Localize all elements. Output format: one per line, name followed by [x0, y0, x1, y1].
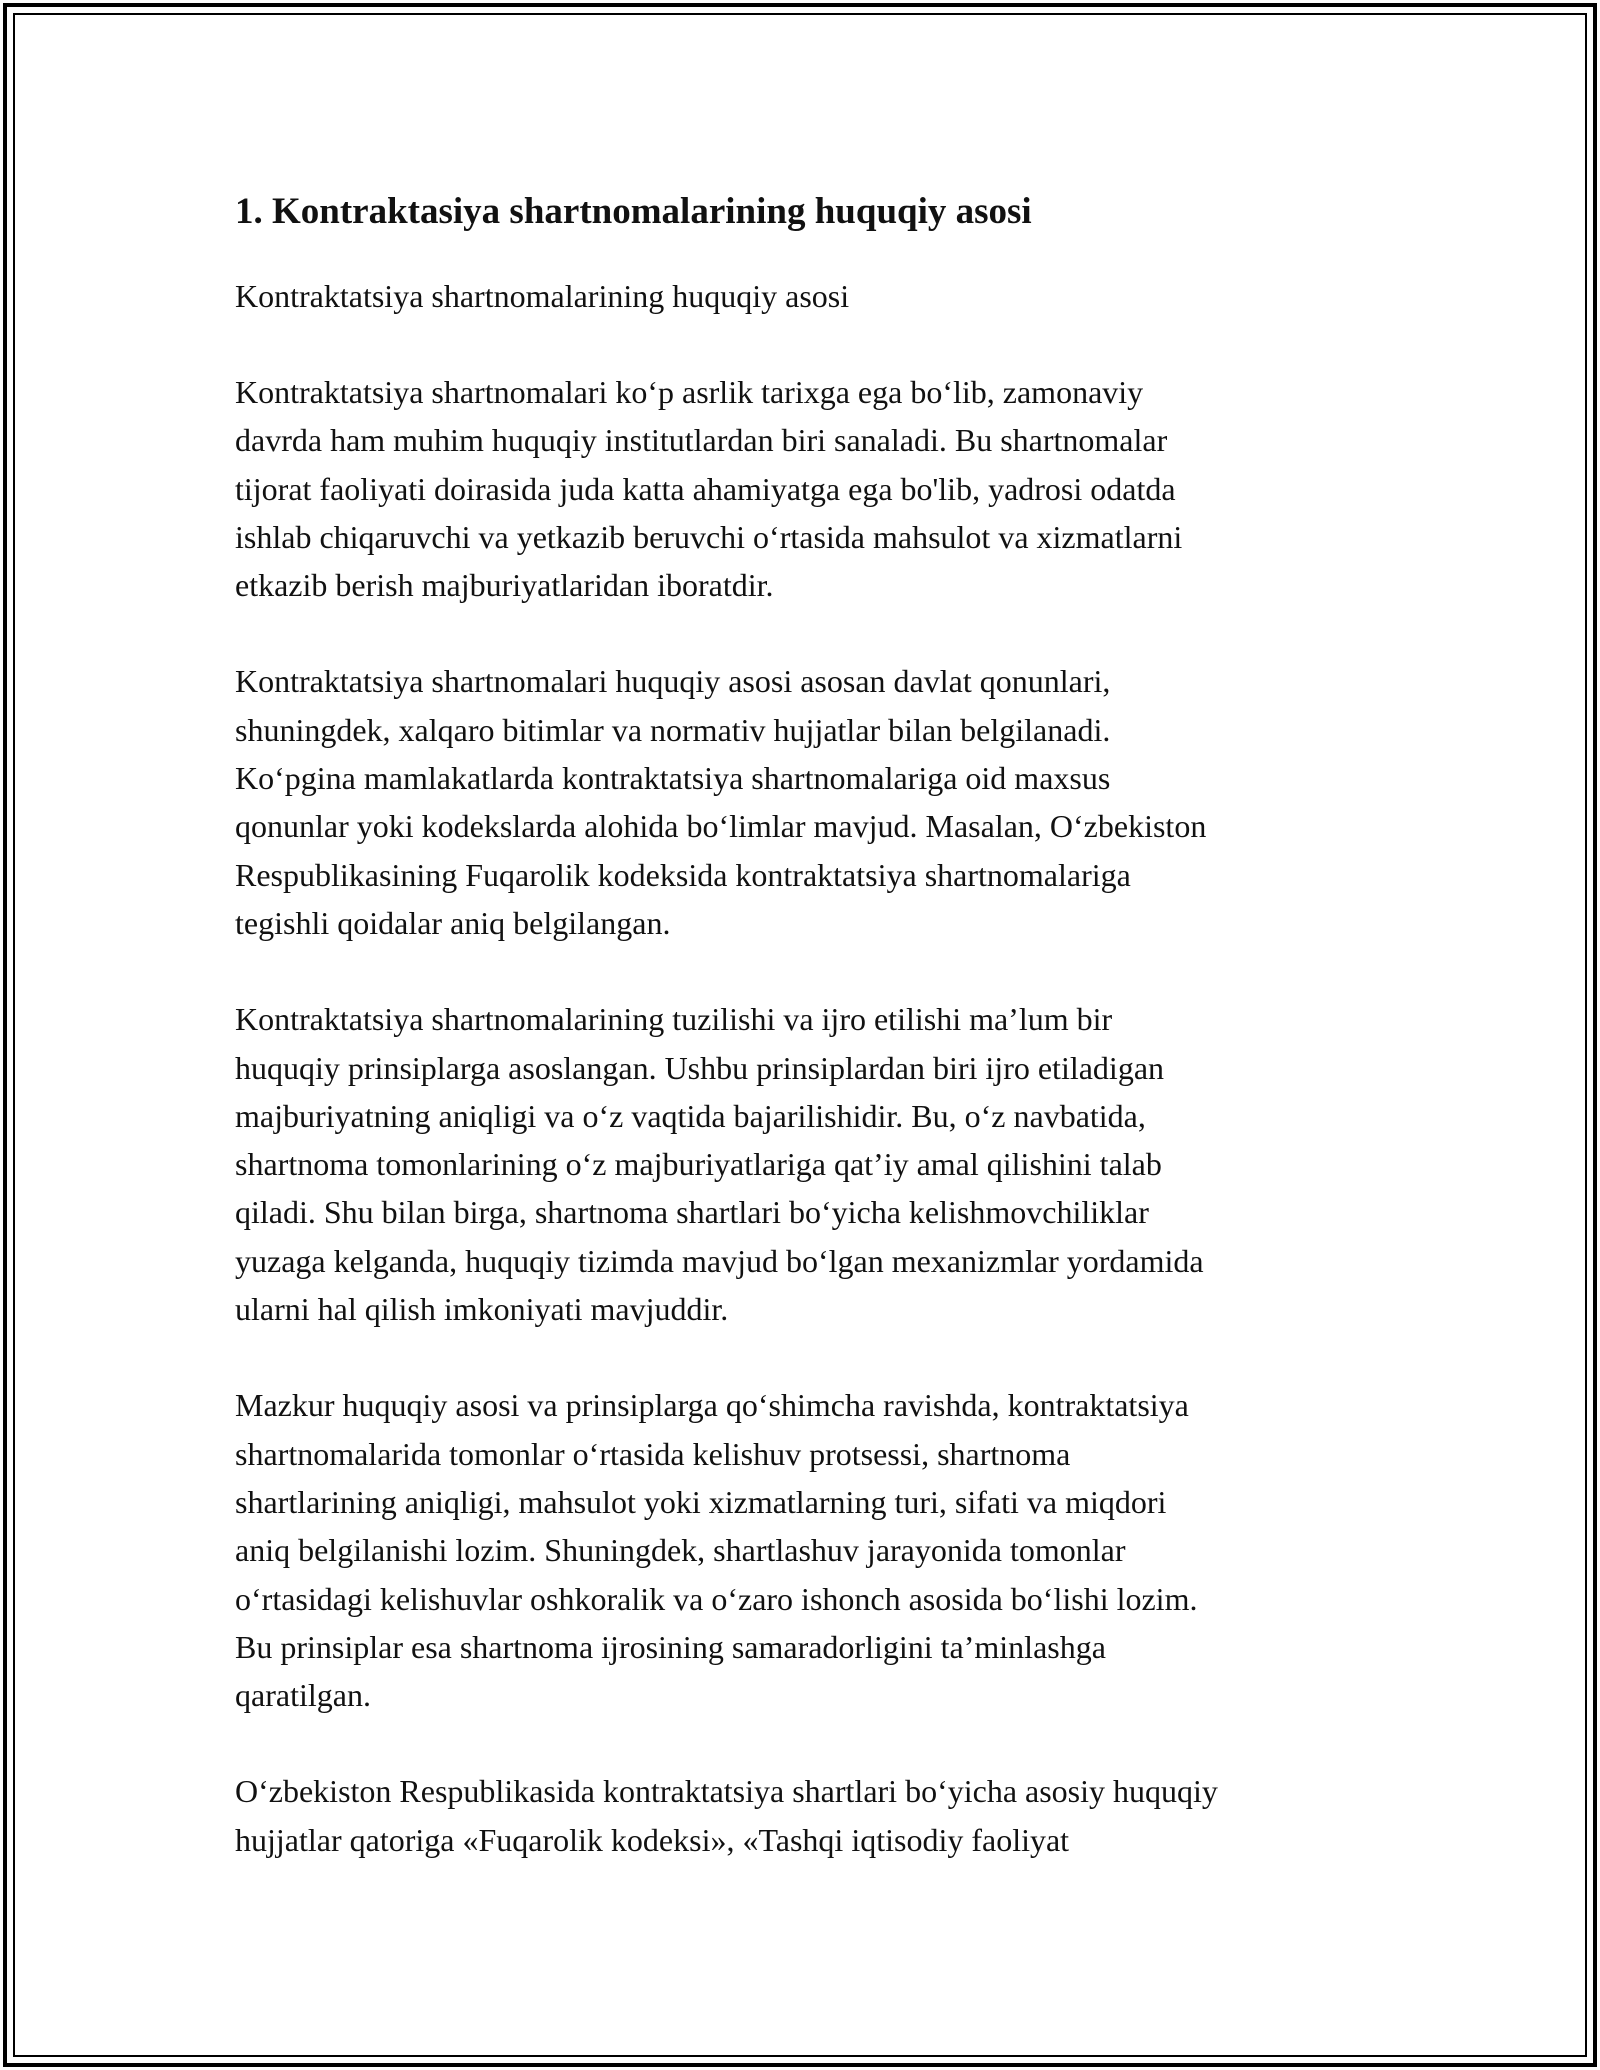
- text-line: majburiyatning aniqligi va oʻz vaqtida bajarilishidir. Bu, oʻz navbatida,: [235, 1097, 1146, 1134]
- document-subtitle: Kontraktatsiya shartnomalarining huquqiy asosi: [235, 278, 850, 314]
- text-line: yuzaga kelganda, huquqiy tizimda mavjud boʻlgan mexanizmlar yordamida: [235, 1242, 1204, 1279]
- text-line: oʻrtasidagi kelishuvlar oshkoralik va oʻzaro ishonch asosida boʻlishi lozim.: [235, 1580, 1198, 1617]
- text-line: shartlarining aniqligi, mahsulot yoki xizmatlarning turi, sifati va miqdori: [235, 1483, 1167, 1520]
- document-body: [235, 186, 1375, 1912]
- text-line: tegishli qoidalar aniq belgilangan.: [235, 904, 671, 941]
- text-line: ularni hal qilish imkoniyati mavjuddir.: [235, 1291, 729, 1328]
- text-line: Koʻpgina mamlakatlarda kontraktatsiya shartnomalariga oid maxsus: [235, 760, 1111, 797]
- text-line: etkazib berish majburiyatlaridan iboratdir.: [235, 567, 774, 604]
- paragraph: [235, 1381, 1375, 1719]
- text-line: Bu prinsiplar esa shartnoma ijrosining samaradorligini taʼminlashga: [235, 1628, 1106, 1665]
- text-line: huquqiy prinsiplarga asoslangan. Ushbu prinsiplardan biri ijro etiladigan: [235, 1049, 1165, 1086]
- text-line: Kontraktatsiya shartnomalari koʻp asrlik tarixga ega boʻlib, zamonaviy: [235, 374, 1144, 410]
- text-line: shartnomalarida tomonlar oʻrtasida kelishuv protsessi, shartnoma: [235, 1435, 1071, 1472]
- text-line: Oʻzbekiston Respublikasida kontraktatsiya shartlari boʻyicha asosiy huquqiy: [235, 1773, 1218, 1810]
- text-line: hujjatlar qatoriga «Fuqarolik kodeksi», «Tashqi iqtisodiy faoliyat: [235, 1821, 1070, 1858]
- text-line: qiladi. Shu bilan birga, shartnoma shartlari boʻyicha kelishmovchiliklar: [235, 1194, 1149, 1231]
- document-title: 1. Kontraktasiya shartnomalarining huquqiy asosi: [235, 191, 1032, 232]
- text-line: shuningdek, xalqaro bitimlar va normativ hujjatlar bilan belgilanadi.: [235, 711, 1111, 748]
- text-line: Respublikasining Fuqarolik kodeksida kontraktatsiya shartnomalariga: [235, 856, 1131, 893]
- text-line: Mazkur huquqiy asosi va prinsiplarga qoʻshimcha ravishda, kontraktatsiya: [235, 1387, 1189, 1424]
- text-line: davrda ham muhim huquqiy institutlardan biri sanaladi. Bu shartnomalar: [235, 422, 1168, 459]
- text-line: tijorat faoliyati doirasida juda katta ahamiyatga ega bo'lib, yadrosi odatda: [235, 470, 1176, 507]
- text-line: qaratilgan.: [235, 1677, 371, 1714]
- text-line: Kontraktatsiya shartnomalari huquqiy asosi asosan davlat qonunlari,: [235, 663, 1111, 700]
- text-line: ishlab chiqaruvchi va yetkazib beruvchi oʻrtasida mahsulot va xizmatlarni: [235, 518, 1183, 555]
- text-line: Kontraktatsiya shartnomalarining tuzilishi va ijro etilishi maʼlum bir: [235, 1001, 1113, 1038]
- text-line: aniq belgilanishi lozim. Shuningdek, shartlashuv jarayonida tomonlar: [235, 1532, 1126, 1569]
- text-line: shartnoma tomonlarining oʻz majburiyatlariga qatʼiy amal qilishini talab: [235, 1146, 1162, 1183]
- paragraph: [235, 368, 1375, 609]
- paragraph: [235, 657, 1375, 947]
- text-line: qonunlar yoki kodekslarda alohida boʻlimlar mavjud. Masalan, Oʻzbekiston: [235, 808, 1207, 845]
- paragraph: [235, 995, 1375, 1333]
- paragraph: [235, 1767, 1375, 1864]
